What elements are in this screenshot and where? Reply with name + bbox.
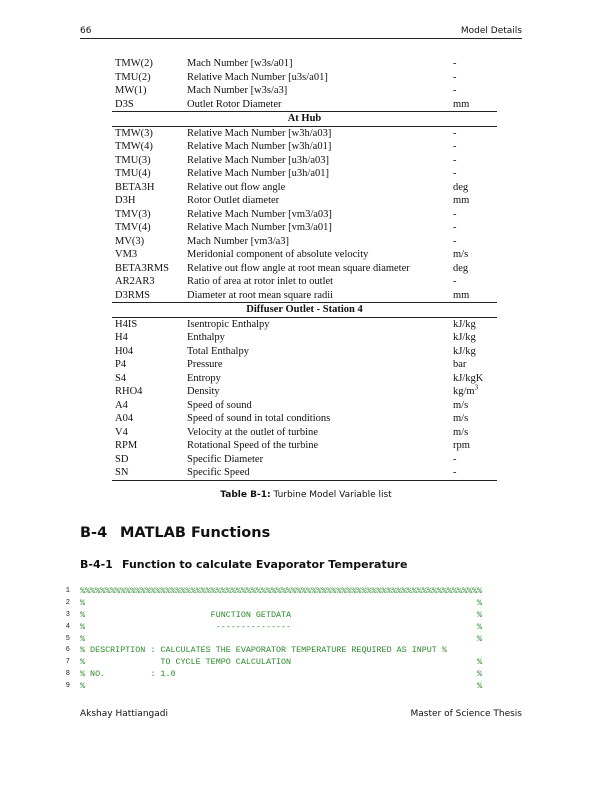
unit-text: mm [453,289,470,301]
variable-unit [453,412,497,426]
variable-description: Mach Number [w3s/a3] [187,85,288,96]
caption-label: Table B-1: [220,490,271,500]
table-row [112,399,497,413]
variable-description: Diameter at root mean square radii [187,289,334,301]
unit-text: mm [453,195,470,206]
variable-name: RHO4 [115,386,143,397]
line-number: 6 [65,646,70,655]
code-comment: % FUNCTION GETDATA % [80,609,483,620]
variable-description: Density [187,386,220,397]
variable-unit [453,126,497,140]
code-line [0,681,612,693]
section-title-diffuser: Diffuser Outlet - Station 4 [112,303,497,318]
variable-unit [453,262,497,276]
unit-text: - [453,141,457,152]
table-row [112,194,497,208]
unit-text: rpm [453,440,470,451]
variable-name: S4 [115,372,127,384]
code-comment: %%%%%%%%%%%%%%%%%%%%%%%%%%%%%%%%%%%%%%%%%%%%%%%%%%%%%%%%%%%%%%%%%%%%%%%%%%%%%%%% [80,586,483,596]
code-line [0,622,612,634]
variable-description: Specific Speed [187,466,453,480]
variable-name: TMW(4) [115,141,153,152]
variable-description: Ratio of area at rotor inlet to outlet [187,276,334,287]
code-comment: % % [80,681,483,692]
line-number: 9 [65,682,70,691]
variable-unit [453,208,497,222]
variable-description: Relative Mach Number [w3h/a01] [187,141,332,152]
variable-description: Specific Diameter [187,453,264,465]
table-group-top [112,57,497,112]
line-number: 2 [65,598,70,607]
unit-text: - [453,154,457,166]
variable-name: MV(3) [115,235,145,247]
variable-name: P4 [115,359,127,370]
variable-table [112,57,497,481]
variable-description: Entropy [187,372,221,384]
variable-unit [453,221,497,235]
table-row [112,439,497,453]
table-row [112,71,497,85]
variable-description: Relative Mach Number [vm3/a03] [187,208,332,220]
table-row [112,453,497,467]
table-row [112,154,497,168]
chapter-title: Model Details [460,26,522,36]
table-row [112,248,497,262]
subsection-title: Function to calculate Evaporator Temperature [122,558,408,571]
table-row [112,167,497,181]
variable-description: Meridonial component of absolute velocity [187,249,369,260]
unit-text: kJ/kg [453,318,476,330]
variable-description: Enthalpy [187,332,225,343]
unit-text: kJ/kgK [453,372,484,384]
variable-name: AR2AR3 [115,276,155,287]
variable-name: D3S [115,98,134,110]
table-row [112,426,497,440]
section-number: B-4 [80,525,108,541]
unit-text: - [453,208,457,220]
table-row [112,98,497,112]
caption-text: Turbine Model Variable list [273,490,392,500]
variable-description: Relative out flow angle at root mean square diameter [187,262,410,274]
variable-unit [453,57,497,71]
variable-unit [453,275,497,289]
variable-unit [453,235,497,249]
table-caption [0,490,612,500]
unit-superscript: 3 [474,383,479,392]
variable-name: TMW(2) [115,58,153,69]
subsection-heading [80,558,407,571]
table-row [112,262,497,276]
code-line [0,586,612,598]
unit-text: - [453,467,457,478]
table-row [112,221,497,235]
code-line [0,634,612,646]
unit-text: - [453,235,457,247]
variable-description: Rotational Speed of the turbine [187,440,319,451]
variable-name: MW(1) [115,85,147,96]
unit-text: - [453,85,457,96]
variable-unit [453,439,497,453]
table-row [112,208,497,222]
code-line [0,657,612,669]
table-row [112,385,497,399]
unit-text: - [453,58,457,69]
table-row [112,126,497,140]
line-number: 8 [65,670,70,679]
variable-name: H4 [115,332,128,343]
variable-name: TMU(4) [115,168,151,179]
variable-unit [453,181,497,195]
variable-unit [453,358,497,372]
variable-unit [453,453,497,467]
variable-unit [453,345,497,359]
variable-unit [453,317,497,331]
table-row [112,181,497,195]
variable-description: Outlet Rotor Diameter [187,98,282,110]
section-title: MATLAB Functions [120,525,271,541]
variable-name: A04 [115,413,134,424]
unit-text: - [453,71,457,83]
unit-text: m/s [453,413,469,424]
variable-unit [453,426,497,440]
code-comment: % NO. : 1.0 % [80,669,483,680]
unit-text: kJ/kg [453,332,476,343]
variable-unit [453,289,497,303]
variable-name: BETA3H [115,181,155,193]
unit-text: m/s [453,426,469,438]
variable-name: H04 [115,345,134,357]
variable-unit [453,385,497,399]
variable-description: Rotor Outlet diameter [187,195,280,206]
line-number: 4 [65,622,70,631]
variable-description: Isentropic Enthalpy [187,318,270,330]
table-group-hub [112,126,497,303]
variable-description: Pressure [187,359,223,370]
variable-description: Mach Number [vm3/a3] [187,235,290,247]
variable-unit [453,98,497,112]
code-comment: % TO CYCLE TEMPO CALCULATION % [80,657,483,668]
code-listing [0,586,612,693]
variable-name: TMV(3) [115,208,151,220]
table-section-diffuser [112,303,497,318]
variable-unit [453,140,497,154]
unit-text: deg [453,262,469,274]
variable-description: Speed of sound [187,399,252,411]
unit-text: bar [453,359,467,370]
table-row [112,140,497,154]
line-number: 1 [65,587,70,595]
unit-text: - [453,222,457,233]
unit-text: mm [453,98,470,110]
header-rule [80,38,522,39]
code-comment: % % [80,597,483,608]
table-row [112,84,497,98]
code-line [0,610,612,622]
line-number: 5 [65,634,70,643]
variable-name: SN [112,466,187,480]
variable-unit [453,71,497,85]
variable-unit [453,248,497,262]
table-row [112,289,497,303]
code-comment: % % [80,633,483,644]
variable-description: Velocity at the outlet of turbine [187,426,318,438]
table-section-hub [112,112,497,127]
table-row [112,57,497,71]
code-line [0,645,612,657]
variable-description: Relative Mach Number [u3s/a01] [187,71,328,83]
line-number: 3 [65,610,70,619]
variable-description: Relative Mach Number [vm3/a01] [187,222,332,233]
footer-title: Master of Science Thesis [410,709,522,719]
variable-description: Relative Mach Number [u3h/a03] [187,154,329,166]
variable-name: D3RMS [115,289,151,301]
variable-description: Speed of sound in total conditions [187,413,331,424]
variable-name: TMU(3) [115,154,151,166]
table-row [112,331,497,345]
variable-unit [453,84,497,98]
variable-unit [453,399,497,413]
code-comment: % DESCRIPTION : CALCULATES THE EVAPORATOR TEMPERATURE REQUIRED AS INPUT % [80,645,447,656]
variable-description: Relative Mach Number [w3h/a03] [187,127,332,139]
unit-text: kg/m [453,386,475,397]
table-row [112,345,497,359]
unit-text: - [453,168,457,179]
variable-name: TMU(2) [115,71,151,83]
variable-name: TMV(4) [115,222,151,233]
variable-name: V4 [115,426,128,438]
unit-text: m/s [453,399,469,411]
variable-description: Relative Mach Number [u3h/a01] [187,168,329,179]
table-row [112,412,497,426]
variable-description: Relative out flow angle [187,181,286,193]
section-title-hub: At Hub [112,112,497,127]
unit-text: deg [453,181,469,193]
variable-name: D3H [115,195,136,206]
line-number: 7 [65,658,70,667]
variable-name: RPM [115,440,138,451]
variable-name: SD [115,453,129,465]
variable-description: Mach Number [w3s/a01] [187,58,293,69]
table-row [112,372,497,386]
footer-author: Akshay Hattiangadi [80,709,168,719]
variable-unit [453,167,497,181]
variable-unit [453,331,497,345]
unit-text: - [453,276,457,287]
section-heading [80,525,270,541]
variable-name: BETA3RMS [115,262,170,274]
code-line [0,669,612,681]
table-row [112,466,497,480]
variable-name: H4IS [115,318,138,330]
variable-description: Total Enthalpy [187,345,249,357]
table-row [112,235,497,249]
table-row [112,317,497,331]
table-row [112,358,497,372]
unit-text: - [453,127,457,139]
variable-name: TMW(3) [115,127,153,139]
variable-name: A4 [115,399,128,411]
variable-name: VM3 [115,249,138,260]
subsection-number: B-4-1 [80,558,113,571]
unit-text: - [453,453,457,465]
unit-text: kJ/kg [453,345,476,357]
table-group-diffuser [112,317,497,480]
variable-unit [453,466,497,480]
code-comment: % --------------- % [80,621,483,632]
table-row [112,275,497,289]
code-line [0,598,612,610]
unit-text: m/s [453,249,469,260]
variable-unit [453,194,497,208]
variable-unit [453,154,497,168]
page-number: 66 [80,26,92,36]
